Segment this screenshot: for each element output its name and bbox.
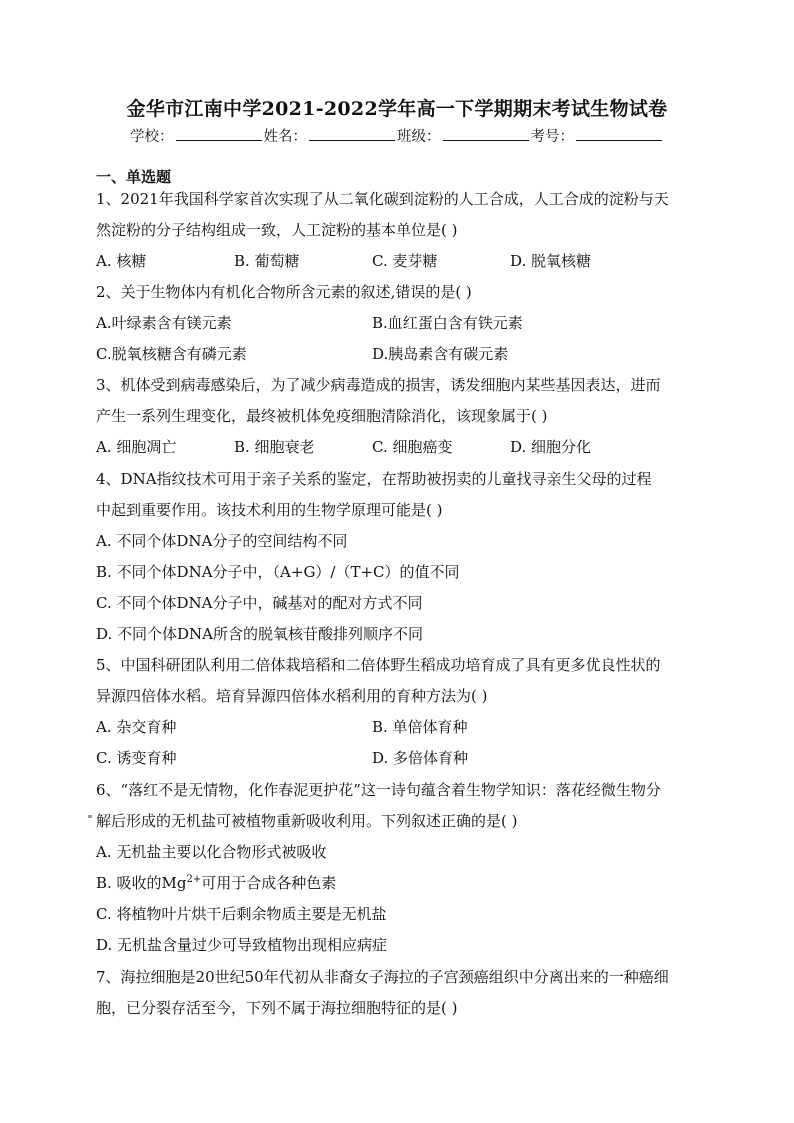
q1-stem-line-1: 1、2021年我国科学家首次实现了从二氧化碳到淀粉的人工合成，人工合成的淀粉与天 (96, 190, 669, 208)
q3-option-a: A. 细胞凋亡 (96, 438, 177, 456)
q5-option-d: D. 多倍体育种 (372, 749, 469, 767)
margin-mark (88, 815, 92, 818)
exam-title: 金华市江南中学2021-2022学年高一下学期期末考试生物试卷 (126, 98, 668, 120)
school-label: 学校： (130, 129, 174, 145)
q1-option-a: A. 核糖 (96, 252, 147, 270)
q6-option-d: D. 无机盐含量过少可导致植物出现相应病症 (96, 936, 388, 954)
q6-option-b-superscript: 2+ (186, 874, 202, 885)
q2-option-b: B.血红蛋白含有铁元素 (372, 314, 523, 332)
q7-stem-line-2: 胞，已分裂存活至今，下列不属于海拉细胞特征的是( ) (96, 999, 458, 1017)
class-blank[interactable] (443, 126, 529, 141)
q4-option-c: C. 不同个体DNA分子中，碱基对的配对方式不同 (96, 594, 423, 612)
q6-stem-line-2: 解后形成的无机盐可被植物重新吸收利用。下列叙述正确的是( ) (96, 812, 518, 830)
q1-option-d: D. 脱氧核糖 (510, 252, 592, 270)
q5-option-b: B. 单倍体育种 (372, 718, 468, 736)
q2-option-d: D.胰岛素含有碳元素 (372, 345, 509, 363)
q6-option-b-tail: 可用于合成各种色素 (201, 874, 337, 892)
q3-option-d: D. 细胞分化 (510, 438, 592, 456)
q3-stem-line-1: 3、机体受到病毒感染后，为了减少病毒造成的损害，诱发细胞内某些基因表达，进而 (96, 376, 661, 394)
student-info-row (0, 125, 794, 146)
q2-stem-line-1: 2、关于生物体内有机化合物所含元素的叙述,错误的是( ) (96, 283, 472, 301)
class-label: 班级： (397, 129, 441, 145)
q2-option-a: A.叶绿素含有镁元素 (96, 314, 232, 332)
name-label: 姓名： (263, 129, 307, 145)
q1-option-b: B. 葡萄糖 (234, 252, 300, 270)
exam-number-label: 考号： (530, 129, 574, 145)
q1-option-c: C. 麦芽糖 (372, 252, 438, 270)
q3-stem-line-2: 产生一系列生理变化，最终被机体免疫细胞清除消化，该现象属于( ) (96, 407, 548, 425)
q6-stem-line-1: 6、“落红不是无情物，化作春泥更护花”这一诗句蕴含着生物学知识：落花经微生物分 (96, 781, 661, 799)
exam-number-blank[interactable] (576, 126, 662, 141)
school-blank[interactable] (176, 126, 262, 141)
q5-stem-line-2: 异源四倍体水稻。培育异源四倍体水稻利用的育种方法为( ) (96, 687, 488, 705)
q4-stem-line-2: 中起到重要作用。该技术利用的生物学原理可能是( ) (96, 501, 443, 519)
q1-stem-line-2: 然淀粉的分子结构组成一致，人工淀粉的基本单位是( ) (96, 221, 458, 239)
q4-option-d: D. 不同个体DNA所含的脱氧核苷酸排列顺序不同 (96, 625, 424, 643)
section-heading: 一、单选题 (96, 168, 172, 186)
q6-option-a: A. 无机盐主要以化合物形式被吸收 (96, 843, 327, 861)
q4-stem-line-1: 4、DNA指纹技术可用于亲子关系的鉴定，在帮助被拐卖的儿童找寻亲生父母的过程 (96, 470, 652, 488)
q4-option-a: A. 不同个体DNA分子的空间结构不同 (96, 532, 348, 550)
q3-option-c: C. 细胞癌变 (372, 438, 453, 456)
q3-option-b: B. 细胞衰老 (234, 438, 315, 456)
q6-option-c: C. 将植物叶片烘干后剩余物质主要是无机盐 (96, 905, 387, 923)
q5-option-c: C. 诱变育种 (96, 749, 177, 767)
q5-option-a: A. 杂交育种 (96, 718, 177, 736)
q5-stem-line-1: 5、中国科研团队利用二倍体栽培稻和二倍体野生稻成功培育成了具有更多优良性状的 (96, 656, 661, 674)
q4-option-b: B. 不同个体DNA分子中，（A+G）/（T+C）的值不同 (96, 563, 460, 581)
q6-option-b (96, 872, 336, 893)
name-blank[interactable] (309, 126, 395, 141)
q6-option-b-head: B. 吸收的Mg (96, 874, 187, 892)
q2-option-c: C.脱氧核糖含有磷元素 (96, 345, 247, 363)
q7-stem-line-1: 7、海拉细胞是20世纪50年代初从非裔女子海拉的子宫颈癌组织中分离出来的一种癌细 (96, 968, 669, 986)
